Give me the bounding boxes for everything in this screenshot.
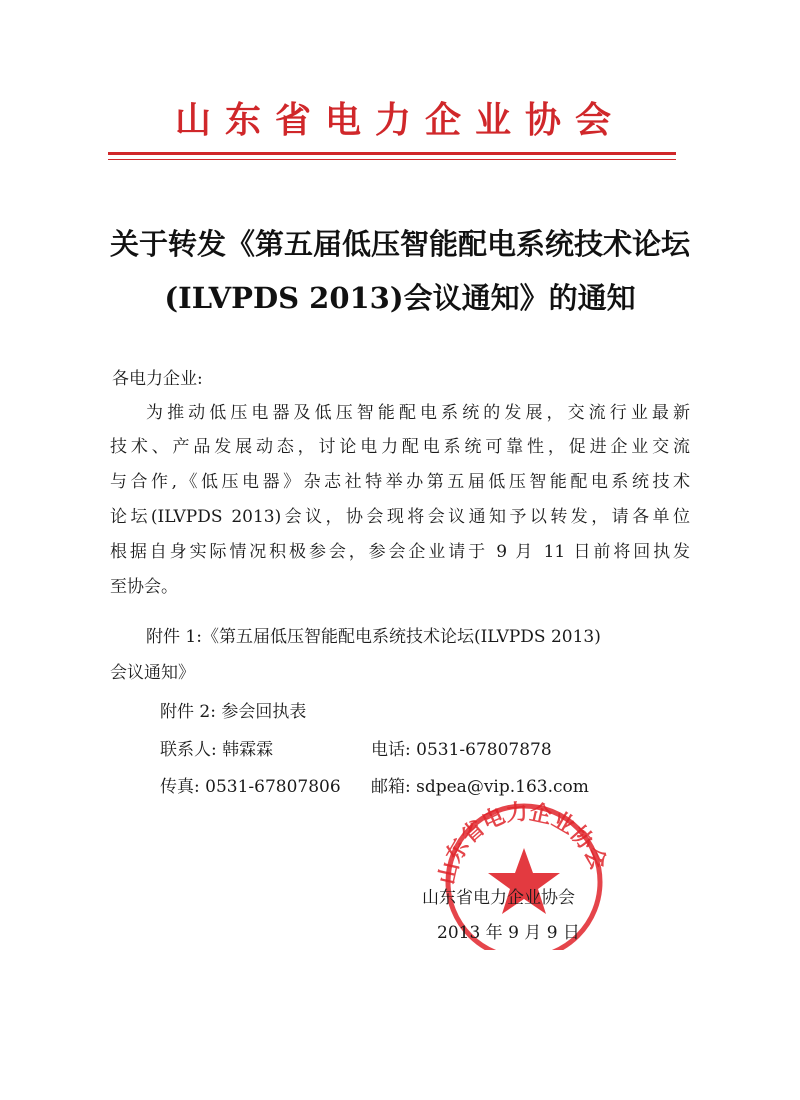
document-title-line2: (ILVPDS 2013)会议通知》的通知	[164, 281, 636, 315]
document-title-line1: 关于转发《第五届低压智能配电系统技术论坛	[109, 227, 690, 261]
contact-fax: 传真: 0531-67807806	[160, 777, 341, 797]
letterhead-title: 山东省电力企业协会	[174, 99, 625, 141]
letterhead-rule-thin	[108, 159, 676, 160]
contact-phone: 电话: 0531-67807878	[371, 740, 552, 760]
body-line-4: 论坛(ILVPDS 2013)会议，协会现将会议通知予以转发，请各单位	[110, 507, 690, 527]
seal-text: 山东省电力企业协会	[433, 798, 612, 887]
body-line-3: 与合作,《低压电器》杂志社特举办第五届低压智能配电系统技术	[110, 472, 690, 492]
contact-email: 邮箱: sdpea@vip.163.com	[371, 777, 589, 797]
salutation: 各电力企业:	[112, 369, 203, 389]
body-line-5: 根据自身实际情况积极参会，参会企业请于 9 月 11 日前将回执发	[110, 542, 690, 562]
signature-org: 山东省电力企业协会	[422, 888, 575, 908]
body-line-1: 为推动低压电器及低压智能配电系统的发展，交流行业最新	[146, 403, 690, 423]
letterhead-rule-thick	[108, 152, 676, 155]
body-line-2: 技术、产品发展动态，讨论电力配电系统可靠性，促进企业交流	[110, 437, 690, 457]
attachment-1-line2: 会议通知》	[110, 663, 195, 683]
signature-date: 2013 年 9 月 9 日	[437, 923, 580, 943]
attachment-2: 附件 2: 参会回执表	[160, 702, 307, 722]
body-line-6: 至协会。	[110, 577, 178, 597]
contact-person: 联系人: 韩霖霖	[160, 740, 274, 760]
attachment-1-line1: 附件 1:《第五届低压智能配电系统技术论坛(ILVPDS 2013)	[146, 627, 601, 647]
